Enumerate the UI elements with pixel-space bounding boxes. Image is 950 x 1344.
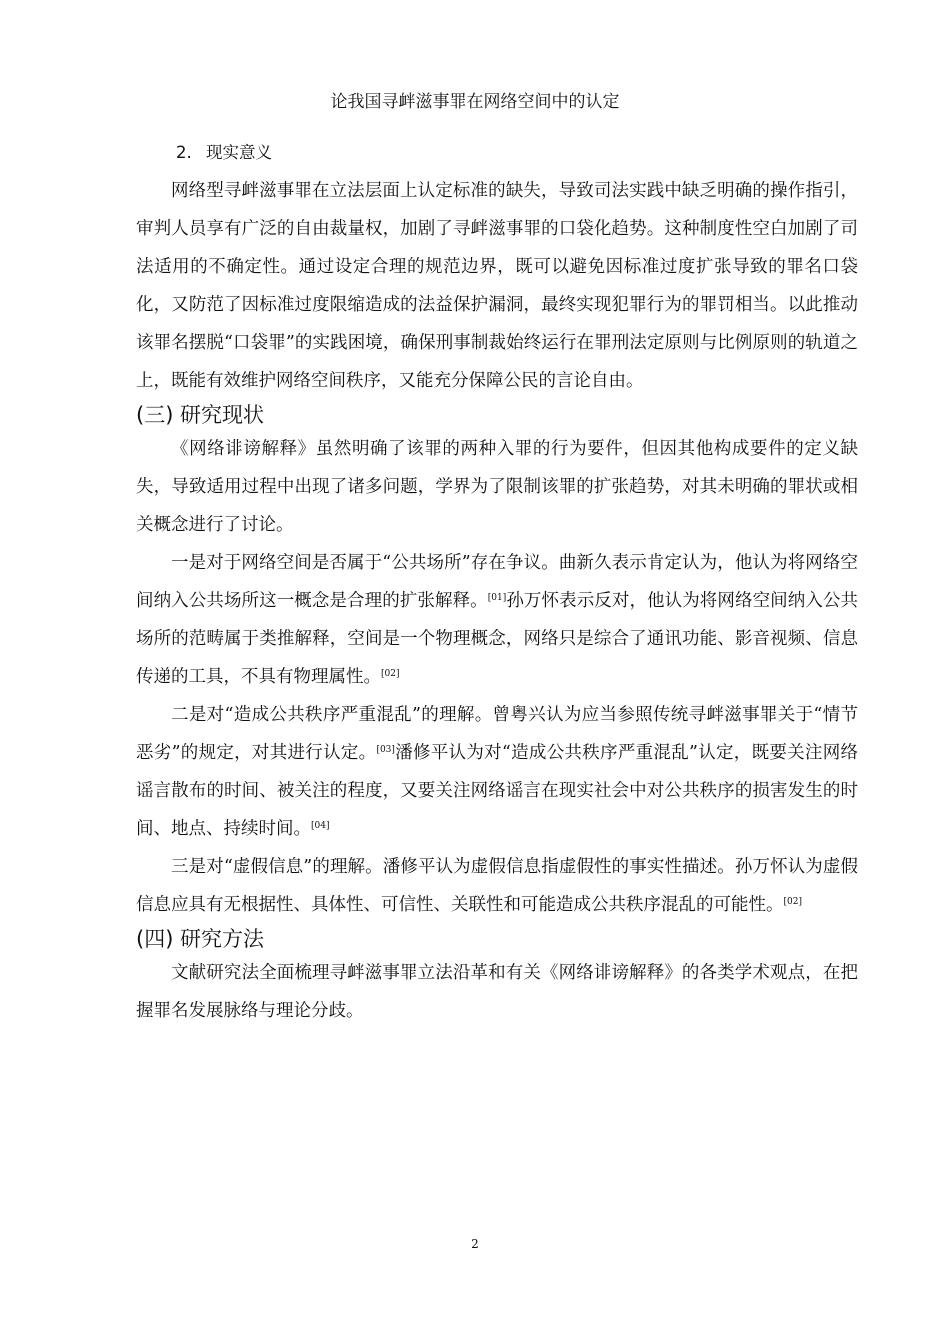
subsection-heading [136,134,858,172]
paragraph-practical-significance: 网络型寻衅滋事罪在立法层面上认定标准的缺失，导致司法实践中缺乏明确的操作指引，审判人员享有广泛的自由裁量权，加剧了寻衅滋事罪的口袋化趋势。这种制度性空白加剧了司法适用的不确定性。通过设定合理的规范边界，既可以避免因标准过度扩张导致的罪名口袋化，又防范了因标准过度限缩造成的法益保护漏洞，最终实现犯罪行为的罪罚相当。以此推动该罪名摆脱“口袋罪”的实践困境，确保刑事制裁始终运行在罪刑法定原则与比例原则的轨道之上，既能有效维护网络空间秩序，又能充分保障公民的言论自由。 [136,181,858,391]
running-header: 论我国寻衅滋事罪在网络空间中的认定 [330,92,620,112]
citation-marker: [04] [311,821,330,831]
text-segment: 潘修平认为对“造成公共秩序严重混乱”认定，既要关注网络谣言散布的时间、被关注的程度，又要关注网络谣言在现实社会中对公共秩序的损害发生的时间、地点、持续时间。 [136,743,858,839]
text-segment: 二是对“造成公共秩序严重混乱”的理解。曾粤兴认为应当参照传统寻衅滋事罪关于“情节恶劣”的规定，对其进行认定。 [136,705,858,763]
paragraph-public-order [136,696,858,848]
section-heading-research-methods: (四) 研究方法 [136,927,265,951]
citation-marker: [03] [376,745,395,755]
text-segment: 三是对“虚假信息”的理解。潘修平认为虚假信息指虚假性的事实性描述。孙万怀认为虚假信息应具有无根据性、具体性、可信性、关联性和可能造成公共秩序混乱的可能性。 [136,857,858,915]
citation-marker: [02] [783,897,802,907]
paragraph-public-place [136,544,858,696]
text-segment: 一是对于网络空间是否属于“公共场所”存在争议。曲新久表示肯定认为，他认为将网络空间纳入公共场所这一概念是合理的扩张解释。 [136,553,858,611]
text-segment: 孙万怀表示反对，他认为将网络空间纳入公共场所的范畴属于类推解释，空间是一个物理概念，网络只是综合了通讯功能、影音视频、信息传递的工具，不具有物理属性。 [136,591,859,687]
subsection-number: 2. [176,143,192,162]
paragraph-research-methods: 文献研究法全面梳理寻衅滋事罪立法沿革和有关《网络诽谤解释》的各类学术观点，在把握罪名发展脉络与理论分歧。 [136,963,858,1021]
section-heading-research-status: (三) 研究现状 [136,403,265,427]
subsection-title: 现实意义 [206,143,272,162]
paragraph-research-overview: 《网络诽谤解释》虽然明确了该罪的两种入罪的行为要件，但因其他构成要件的定义缺失，导致适用过程中出现了诸多问题，学界为了限制该罪的扩张趋势，对其未明确的罪状或相关概念进行了讨论。 [136,439,858,535]
page-number: 2 [471,1237,479,1251]
paragraph-false-information [136,848,858,924]
citation-marker: [01] [487,593,507,603]
citation-marker: [02] [381,669,400,679]
body-text [136,134,858,1030]
